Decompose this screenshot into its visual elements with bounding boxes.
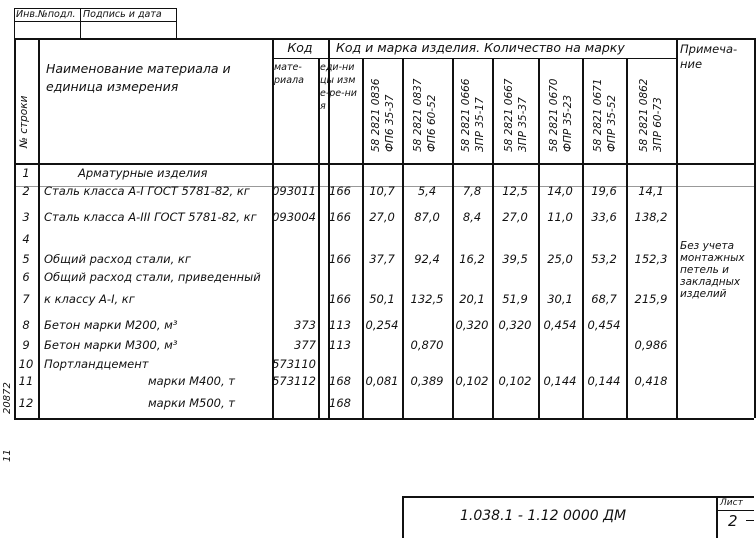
row-number: 4 xyxy=(22,232,30,246)
row-code-material: 377 xyxy=(294,338,316,352)
row-name: Сталь класса А-III ГОСТ 5781-82, кг xyxy=(44,210,257,224)
row-value: 7,8 xyxy=(462,184,482,198)
row-value: 0,254 xyxy=(365,318,399,332)
side-page: 11 xyxy=(2,449,13,462)
header-code-material: мате-риала xyxy=(274,62,304,86)
row-value: 14,1 xyxy=(638,184,664,198)
row-number: 5 xyxy=(22,252,30,266)
row-value: 0,454 xyxy=(543,318,577,332)
row-name: Портландцемент xyxy=(44,357,149,371)
row-value: 68,7 xyxy=(591,292,617,306)
row-code-unit: 166 xyxy=(329,252,351,266)
row-code-material: 573110 xyxy=(272,357,316,371)
row-value: 8,4 xyxy=(462,210,482,224)
row-value: 138,2 xyxy=(634,210,668,224)
row-value: 0,144 xyxy=(587,374,621,388)
row-value: 0,986 xyxy=(634,338,668,352)
row-number: 8 xyxy=(22,318,30,332)
row-value: 132,5 xyxy=(410,292,444,306)
row-code-unit: 166 xyxy=(329,184,351,198)
row-name: Арматурные изделия xyxy=(78,166,208,180)
row-value: 0,081 xyxy=(365,374,399,388)
row-value: 51,9 xyxy=(502,292,528,306)
row-value: 27,0 xyxy=(369,210,395,224)
header-name: Наименование материала и единица измерения xyxy=(46,61,231,94)
row-number: 7 xyxy=(22,292,30,306)
row-value: 152,3 xyxy=(634,252,668,266)
row-value: 33,6 xyxy=(591,210,617,224)
row-code-material: 573112 xyxy=(272,374,316,388)
note-text: Без учета монтажных петель и закладных изделий xyxy=(680,240,745,300)
row-value: 27,0 xyxy=(502,210,528,224)
row-value: 0,454 xyxy=(587,318,621,332)
row-name: марки М400, т xyxy=(148,374,235,388)
row-number: 12 xyxy=(18,396,34,410)
row-value: 16,2 xyxy=(459,252,485,266)
row-number: 1 xyxy=(22,166,30,180)
row-code-unit: 168 xyxy=(329,374,351,388)
row-number: 6 xyxy=(22,270,30,284)
row-name: Общий расход стали, кг xyxy=(44,252,191,266)
row-value: 37,7 xyxy=(369,252,395,266)
row-name: Общий расход стали, приведенный xyxy=(44,270,261,284)
row-name: марки М500, т xyxy=(148,396,235,410)
doc-code: 1.038.1 - 1.12 0000 ДМ xyxy=(460,508,627,524)
stamp-inv-label: Инв.№подл. xyxy=(16,9,76,20)
row-code-material: 093004 xyxy=(272,210,316,224)
sheet-number: 2 xyxy=(728,512,738,530)
row-number: 3 xyxy=(22,210,30,224)
row-name: к классу А-I, кг xyxy=(44,292,135,306)
row-value: 11,0 xyxy=(547,210,573,224)
row-value: 5,4 xyxy=(417,184,437,198)
header-note: Примеча-ние xyxy=(680,42,738,71)
row-value: 14,0 xyxy=(547,184,573,198)
row-value: 0,870 xyxy=(410,338,444,352)
row-number: 2 xyxy=(22,184,30,198)
header-code-unit: еди-ницы изме-ре-ния xyxy=(320,62,357,112)
side-number: 20872 xyxy=(2,382,13,414)
row-value: 0,389 xyxy=(410,374,444,388)
row-value: 20,1 xyxy=(459,292,485,306)
row-number: 9 xyxy=(22,338,30,352)
header-marks-group: Код и марка изделия. Количество на марку xyxy=(336,40,625,55)
row-name: Сталь класса А-I ГОСТ 5781-82, кг xyxy=(44,184,250,198)
stamp-sign-label: Подпись и дата xyxy=(83,9,162,20)
row-value: 0,418 xyxy=(634,374,668,388)
row-value: 0,320 xyxy=(498,318,532,332)
row-value: 53,2 xyxy=(591,252,617,266)
header-row-no: № строки xyxy=(18,95,30,148)
row-code-material: 093011 xyxy=(272,184,316,198)
header-code: Код xyxy=(287,40,313,55)
row-code-unit: 166 xyxy=(329,210,351,224)
row-value: 10,7 xyxy=(369,184,395,198)
row-name: Бетон марки М300, м³ xyxy=(44,338,178,352)
row-code-unit: 166 xyxy=(329,292,351,306)
row-number: 11 xyxy=(18,374,34,388)
row-value: 30,1 xyxy=(547,292,573,306)
row-code-unit: 113 xyxy=(329,338,351,352)
row-value: 0,320 xyxy=(455,318,489,332)
row-value: 19,6 xyxy=(591,184,617,198)
row-value: 12,5 xyxy=(502,184,528,198)
row-value: 215,9 xyxy=(634,292,668,306)
sheet-label: Лист xyxy=(720,498,743,508)
row-code-material: 373 xyxy=(294,318,316,332)
row-value: 39,5 xyxy=(502,252,528,266)
row-value: 87,0 xyxy=(414,210,440,224)
row-value: 25,0 xyxy=(547,252,573,266)
row-code-unit: 113 xyxy=(329,318,351,332)
row-name: Бетон марки М200, м³ xyxy=(44,318,178,332)
row-value: 0,144 xyxy=(543,374,577,388)
row-value: 50,1 xyxy=(369,292,395,306)
row-value: 92,4 xyxy=(414,252,440,266)
row-number: 10 xyxy=(18,357,34,371)
row-value: 0,102 xyxy=(498,374,532,388)
row-code-unit: 168 xyxy=(329,396,351,410)
row-value: 0,102 xyxy=(455,374,489,388)
